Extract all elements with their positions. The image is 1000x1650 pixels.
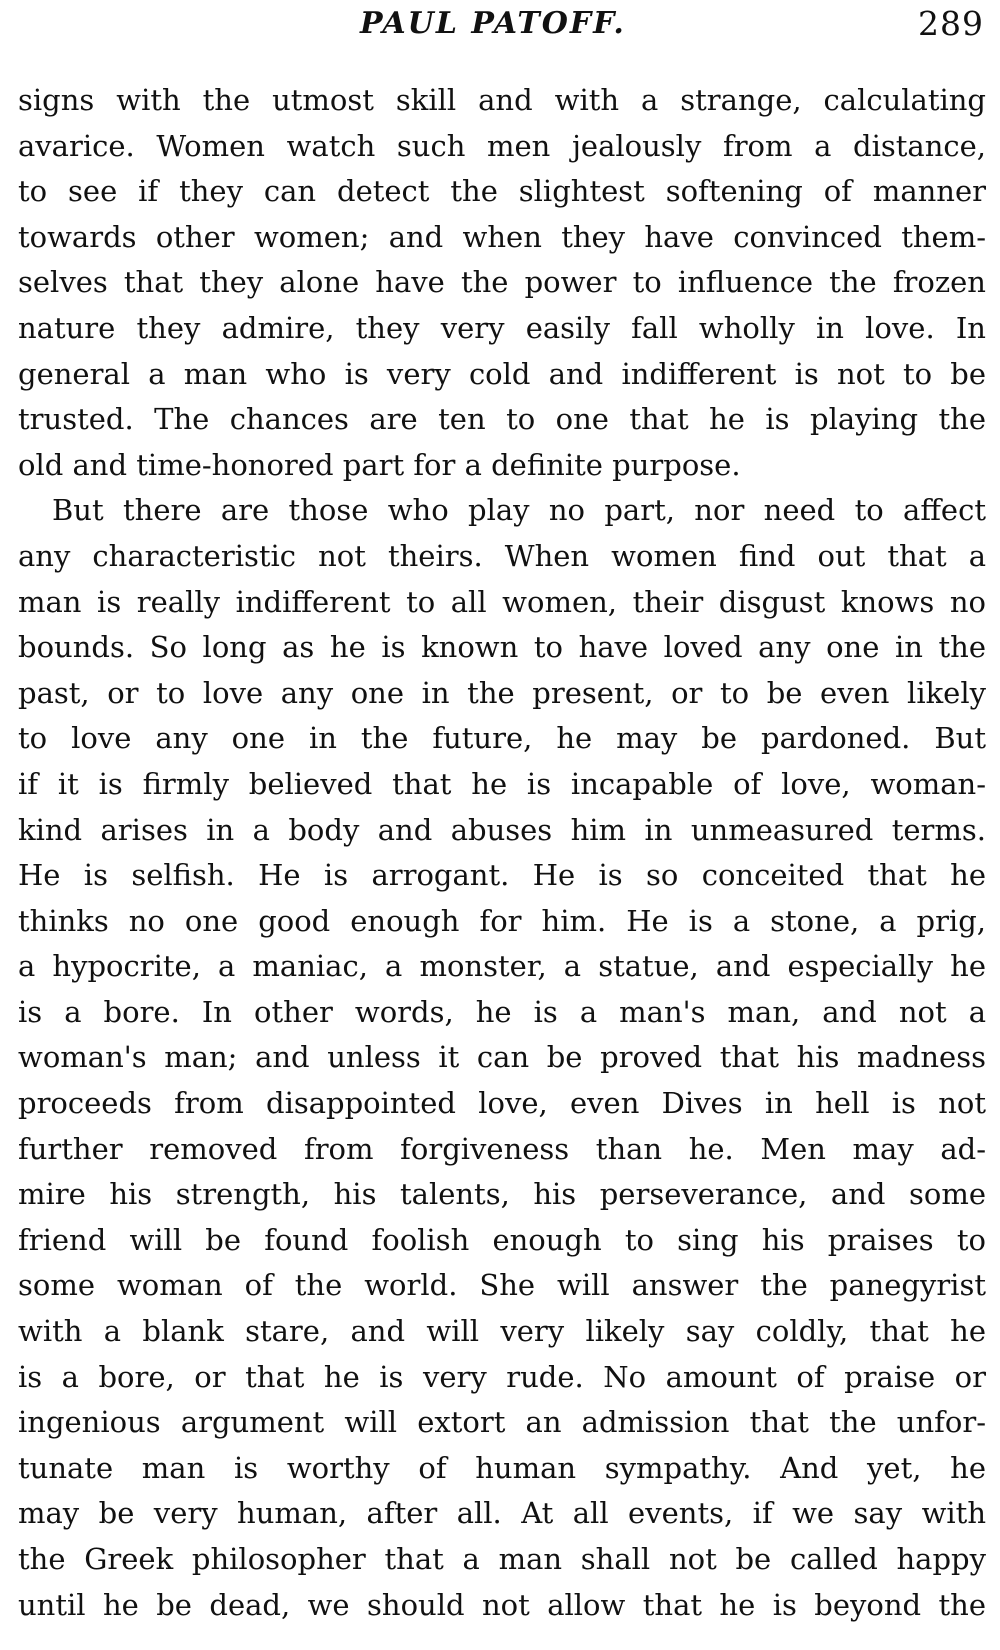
text-line: thinks no one good enough for him. He is a stone, a prig, <box>18 903 986 938</box>
text-line: He is selfish. He is arrogant. He is so conceited that he <box>18 858 986 893</box>
text-line: may be very human, after all. At all events, if we say with <box>18 1496 986 1531</box>
text-line: proceeds from disappointed love, even Dives in hell is not <box>18 1086 986 1121</box>
text-line: bounds. So long as he is known to have loved any one in the <box>18 630 986 665</box>
text-line: if it is firmly believed that he is incapable of love, woman- <box>18 766 986 801</box>
text-line: tunate man is worthy of human sympathy. And yet, he <box>18 1450 986 1485</box>
text-line: nature they admire, they very easily fall wholly in love. In <box>18 310 986 345</box>
paragraph-first-line: But there are those who play no part, nor need to affect <box>52 493 986 528</box>
text-line: past, or to love any one in the present, or to be even likely <box>18 675 986 710</box>
text-line: further removed from forgiveness than he. Men may ad- <box>18 1131 986 1166</box>
text-line: the Greek philosopher that a man shall not be called happy <box>18 1542 986 1576</box>
text-line: any characteristic not theirs. When women find out that a <box>18 538 986 573</box>
text-line: a hypocrite, a maniac, a monster, a statue, and especially he <box>18 949 986 984</box>
text-line: avarice. Women watch such men jealously from a distance, <box>18 128 986 163</box>
text-line: mire his strength, his talents, his perseverance, and some <box>18 1177 986 1212</box>
running-head <box>0 2 1000 52</box>
page-number: 289 <box>918 4 984 43</box>
text-line: towards other women; and when they have convinced them- <box>18 219 986 254</box>
text-line: general a man who is very cold and indifferent is not to be <box>18 356 986 391</box>
body-text <box>18 78 986 1628</box>
running-title: PAUL PATOFF. <box>360 6 626 41</box>
text-line: until he be dead, we should not allow that he is beyond the <box>18 1587 986 1622</box>
text-line: kind arises in a body and abuses him in unmeasured terms. <box>18 812 986 847</box>
text-line: selves that they alone have the power to influence the frozen <box>18 265 986 300</box>
text-line: to see if they can detect the slightest softening of manner <box>18 174 986 209</box>
text-line: is a bore, or that he is very rude. No amount of praise or <box>18 1359 986 1394</box>
text-line: friend will be found foolish enough to sing his praises to <box>18 1222 986 1257</box>
paragraph-last-line: old and time-honored part for a definite purpose. <box>18 447 741 482</box>
text-line: man is really indifferent to all women, their disgust knows no <box>18 584 986 619</box>
text-line: is a bore. In other words, he is a man's man, and not a <box>18 994 986 1029</box>
text-line: signs with the utmost skill and with a strange, calculating <box>18 83 986 117</box>
text-line: some woman of the world. She will answer the panegyrist <box>18 1268 986 1303</box>
text-line: woman's man; and unless it can be proved that his madness <box>18 1040 986 1075</box>
text-line: ingenious argument will extort an admission that the unfor- <box>18 1405 986 1440</box>
text-line: trusted. The chances are ten to one that he is playing the <box>18 402 986 437</box>
text-line: with a blank stare, and will very likely say coldly, that he <box>18 1314 986 1349</box>
text-line: to love any one in the future, he may be pardoned. But <box>18 721 986 756</box>
